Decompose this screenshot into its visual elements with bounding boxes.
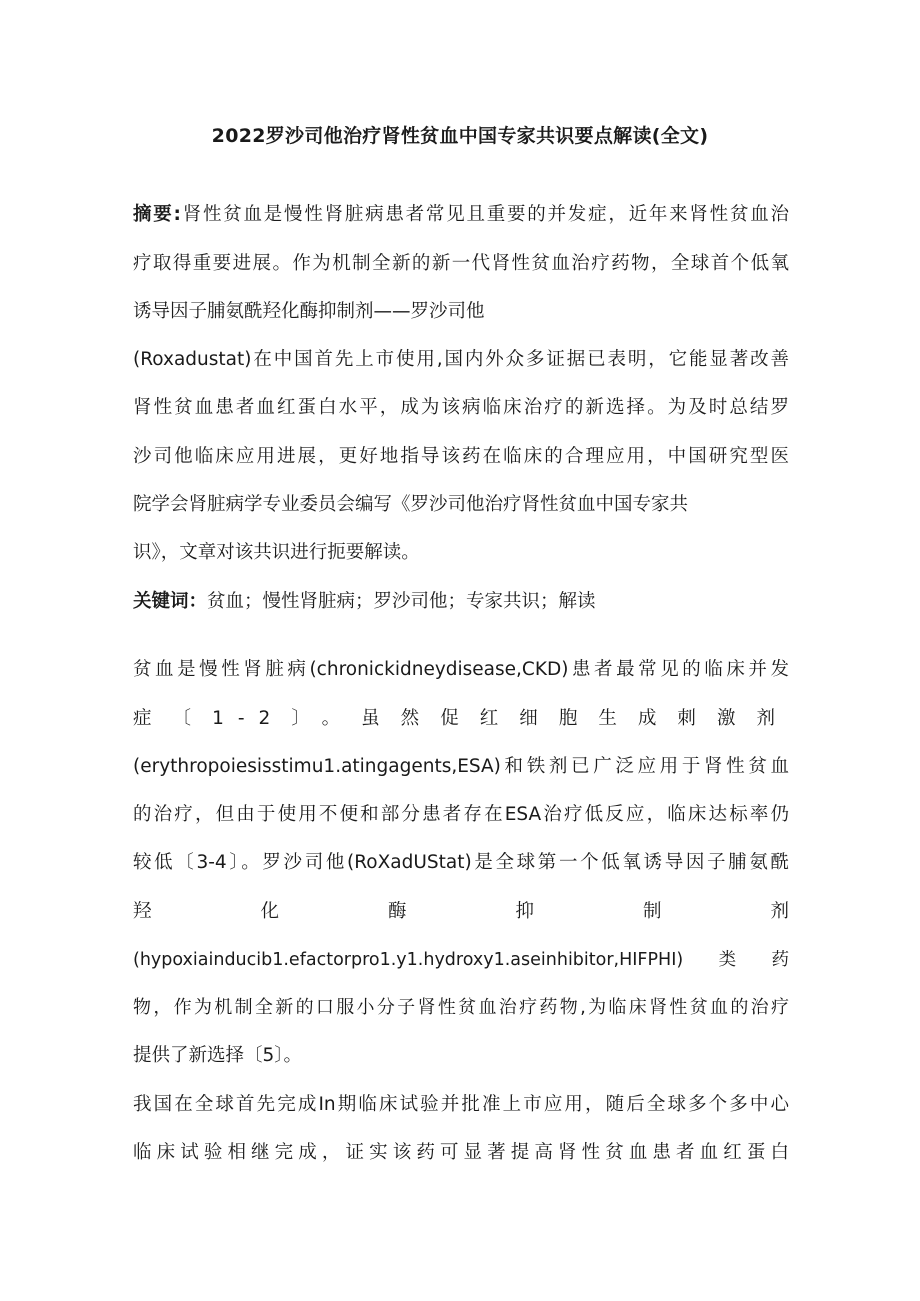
abstract-line-7: 院学会肾脏病学专业委员会编写《罗沙司他治疗肾性贫血中国专家共 <box>133 494 689 515</box>
keywords-label: 关键词： <box>133 591 208 612</box>
abstract-text: 肾性贫血是慢性肾脏病患者常见且重要的并发症，近年来肾性贫血治 <box>180 204 789 225</box>
paragraph2-line-1: 我国在全球首先完成In期临床试验并批准上市应用，随后全球多个多中心 <box>133 1094 789 1115</box>
abstract-line-6: 沙司他临床应用进展，更好地指导该药在临床的合理应用，中国研究型医 <box>133 446 789 467</box>
paragraph1-line-1: 贫血是慢性肾脏病(chronickidneydisease,CKD)患者最常见的临床并发 <box>133 659 789 680</box>
abstract-line-8: 识》，文章对该共识进行扼要解读。 <box>133 542 420 563</box>
abstract-line-4: (Roxadustat)在中国首先上市使用,国内外众多证据已表明，它能显著改善 <box>133 349 789 370</box>
keywords-text: 贫血；慢性肾脏病；罗沙司他；专家共识；解读 <box>207 591 596 612</box>
abstract-line-1 <box>133 192 789 238</box>
abstract-line-3: 诱导因子脯氨酰羟化酶抑制剂——罗沙司他 <box>133 301 485 322</box>
abstract-line-2: 疗取得重要进展。作为机制全新的新一代肾性贫血治疗药物，全球首个低氧 <box>133 253 789 274</box>
paragraph1-line-3: (erythropoiesisstimu1.atingagents,ESA)和铁剂已广泛应用于肾性贫血 <box>133 756 789 777</box>
abstract-label: 摘要: <box>133 204 181 225</box>
paragraph1-line-7: (hypoxiainducib1.efactorpro1.y1.hydroxy1.aseinhibitor,HIFPHI)类药 <box>133 950 789 970</box>
paragraph1-line-9: 提供了新选择〔5〕。 <box>133 1045 303 1066</box>
document-title: 2022罗沙司他治疗肾性贫血中国专家共识要点解读(全文) <box>211 125 709 147</box>
paragraph1-line-6: 羟化酶抑制剂 <box>133 901 789 922</box>
paragraph1-line-8: 物，作为机制全新的口服小分子肾性贫血治疗药物,为临床肾性贫血的治疗 <box>133 997 789 1018</box>
paragraph1-line-4: 的治疗，但由于使用不便和部分患者存在ESA治疗低反应，临床达标率仍 <box>133 804 789 825</box>
keywords-line <box>133 579 789 625</box>
abstract-line-5: 肾性贫血患者血红蛋白水平，成为该病临床治疗的新选择。为及时总结罗 <box>133 397 789 418</box>
paragraph1-line-2: 症〔1-2〕。虽然促红细胞生成刺激剂 <box>133 708 789 729</box>
paragraph2-line-2: 临床试验相继完成，证实该药可显著提高肾性贫血患者血红蛋白 <box>133 1142 789 1163</box>
paragraph1-line-5: 较低〔3-4〕。罗沙司他(RoXadUStat)是全球第一个低氧诱导因子脯氨酰 <box>133 852 789 873</box>
